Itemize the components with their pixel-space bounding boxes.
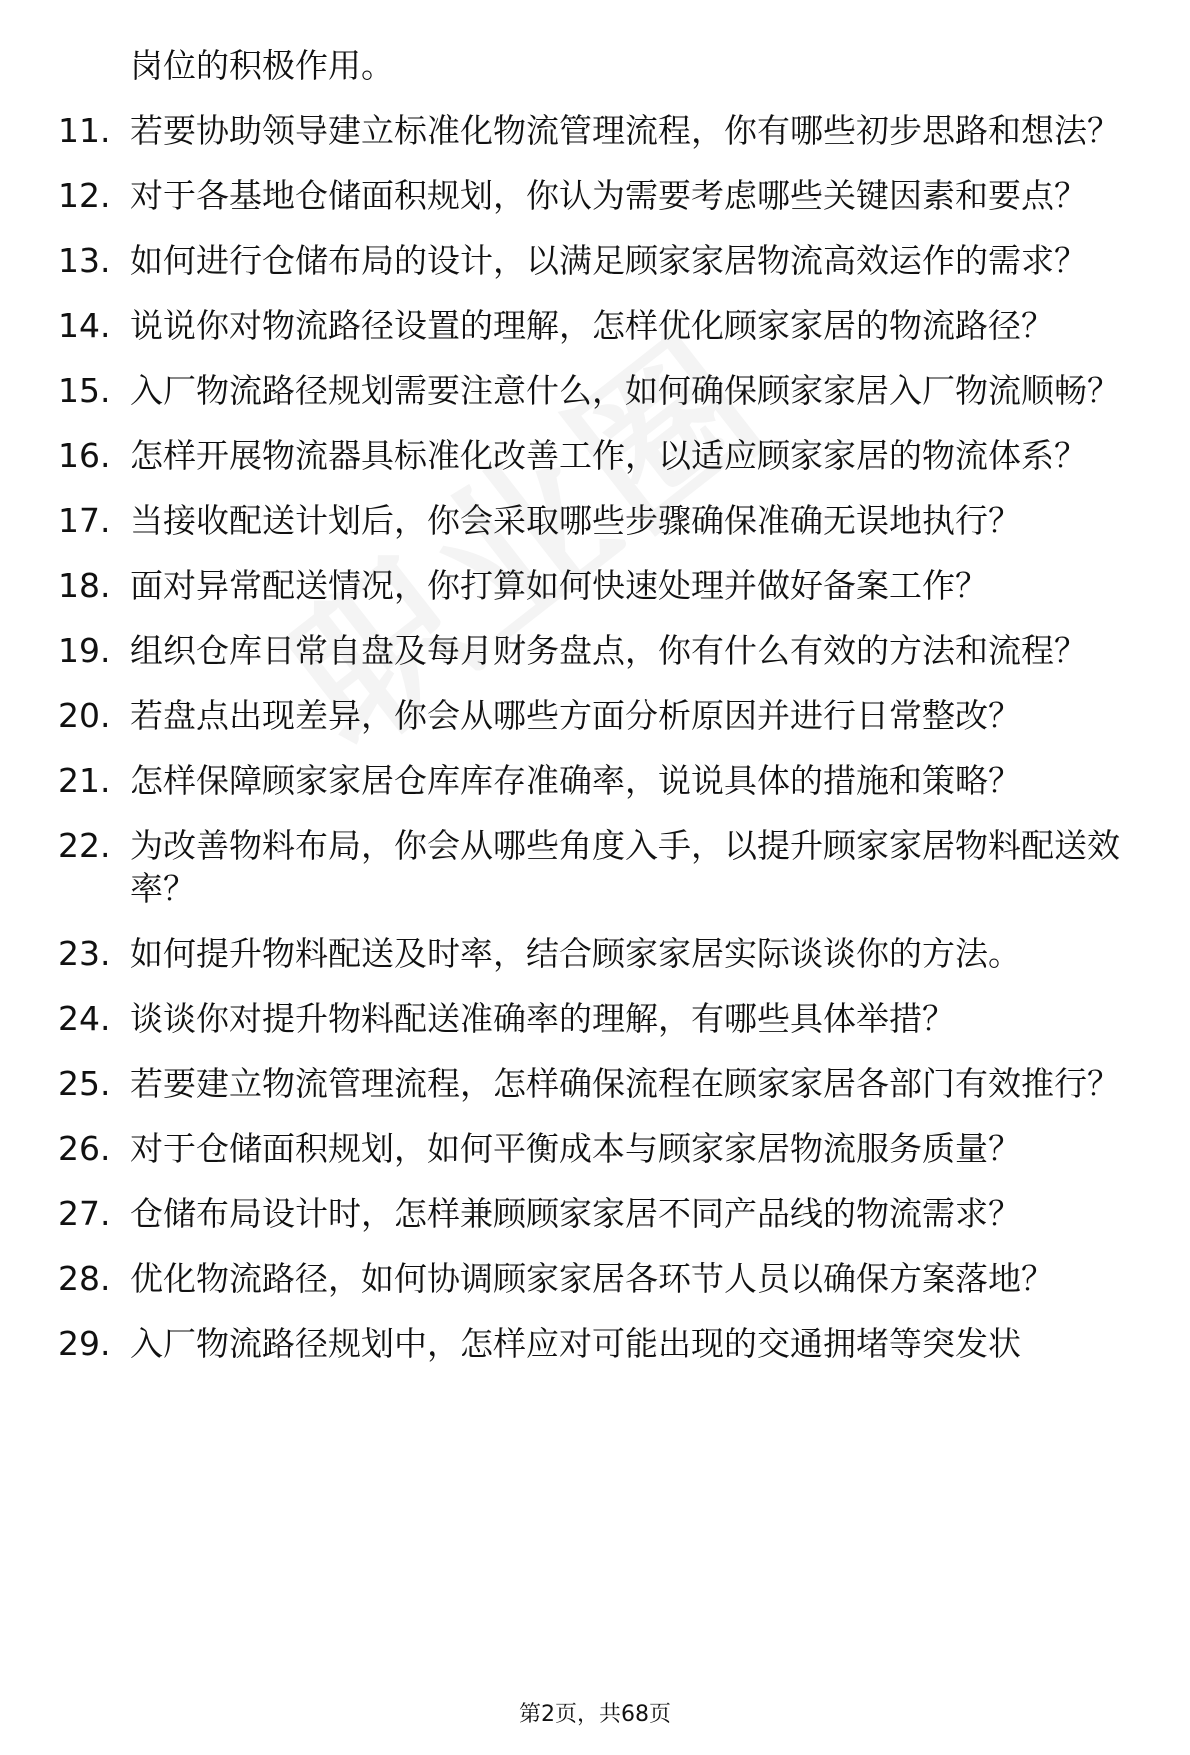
question-item: [58, 174, 1150, 217]
question-item: [58, 109, 1150, 152]
question-number: 28.: [58, 1259, 111, 1298]
question-number: 26.: [58, 1129, 111, 1168]
question-text: 如何提升物料配送及时率，结合顾家家居实际谈谈你的方法。: [130, 934, 1021, 973]
question-number: 19.: [58, 631, 111, 670]
question-list: [58, 44, 1150, 1387]
continued-text: 岗位的积极作用。: [130, 46, 394, 85]
question-text: 谈谈你对提升物料配送准确率的理解，有哪些具体举措？: [130, 999, 955, 1038]
page-footer: 第2页，共68页: [519, 1702, 671, 1727]
question-item: [58, 1192, 1150, 1235]
question-number: 18.: [58, 566, 111, 605]
question-text: 怎样保障顾家家居仓库库存准确率，说说具体的措施和策略？: [130, 761, 1021, 800]
question-item: [58, 434, 1150, 477]
question-number: 20.: [58, 696, 111, 735]
question-text: 优化物流路径，如何协调顾家家居各环节人员以确保方案落地？: [130, 1259, 1054, 1298]
question-item: [58, 1257, 1150, 1300]
question-number: 29.: [58, 1324, 111, 1363]
question-item: [58, 997, 1150, 1040]
question-item: [58, 629, 1150, 672]
question-item: [58, 824, 1150, 910]
question-item: [58, 1127, 1150, 1170]
question-number: 23.: [58, 934, 111, 973]
question-item: [58, 1062, 1150, 1105]
question-text: 对于各基地仓储面积规划，你认为需要考虑哪些关键因素和要点？: [130, 176, 1087, 215]
question-number: 22.: [58, 826, 111, 865]
question-number: 25.: [58, 1064, 111, 1103]
question-text: 如何进行仓储布局的设计，以满足顾家家居物流高效运作的需求？: [130, 241, 1087, 280]
question-number: 11.: [58, 111, 111, 150]
question-text: 组织仓库日常自盘及每月财务盘点，你有什么有效的方法和流程？: [130, 631, 1087, 670]
question-text: 说说你对物流路径设置的理解，怎样优化顾家家居的物流路径？: [130, 306, 1054, 345]
question-item: [58, 759, 1150, 802]
question-number: 17.: [58, 501, 111, 540]
question-text: 仓储布局设计时，怎样兼顾顾家家居不同产品线的物流需求？: [130, 1194, 1021, 1233]
question-text: 对于仓储面积规划，如何平衡成本与顾家家居物流服务质量？: [130, 1129, 1021, 1168]
question-number: 16.: [58, 436, 111, 475]
question-text: 入厂物流路径规划需要注意什么，如何确保顾家家居入厂物流顺畅？: [130, 371, 1120, 410]
question-item: [58, 499, 1150, 542]
question-text: 当接收配送计划后，你会采取哪些步骤确保准确无误地执行？: [130, 501, 1021, 540]
question-text: 入厂物流路径规划中，怎样应对可能出现的交通拥堵等突发状: [130, 1324, 1021, 1363]
question-item: [58, 1322, 1150, 1365]
question-item: [58, 239, 1150, 282]
question-number: 15.: [58, 371, 111, 410]
question-text: 面对异常配送情况，你打算如何快速处理并做好备案工作？: [130, 566, 988, 605]
question-item: [58, 564, 1150, 607]
question-number: 21.: [58, 761, 111, 800]
question-number: 13.: [58, 241, 111, 280]
question-item: [58, 694, 1150, 737]
question-text: 为改善物料布局，你会从哪些角度入手，以提升顾家家居物料配送效率？: [130, 826, 1120, 908]
question-number: 27.: [58, 1194, 111, 1233]
question-text: 怎样开展物流器具标准化改善工作，以适应顾家家居的物流体系？: [130, 436, 1087, 475]
question-number: 14.: [58, 306, 111, 345]
question-text: 若要协助领导建立标准化物流管理流程，你有哪些初步思路和想法？: [130, 111, 1120, 150]
question-number: 24.: [58, 999, 111, 1038]
question-number: 12.: [58, 176, 111, 215]
question-item: [58, 369, 1150, 412]
question-text: 若要建立物流管理流程，怎样确保流程在顾家家居各部门有效推行？: [130, 1064, 1120, 1103]
question-item: [58, 304, 1150, 347]
question-item: [58, 932, 1150, 975]
question-text: 若盘点出现差异，你会从哪些方面分析原因并进行日常整改？: [130, 696, 1021, 735]
